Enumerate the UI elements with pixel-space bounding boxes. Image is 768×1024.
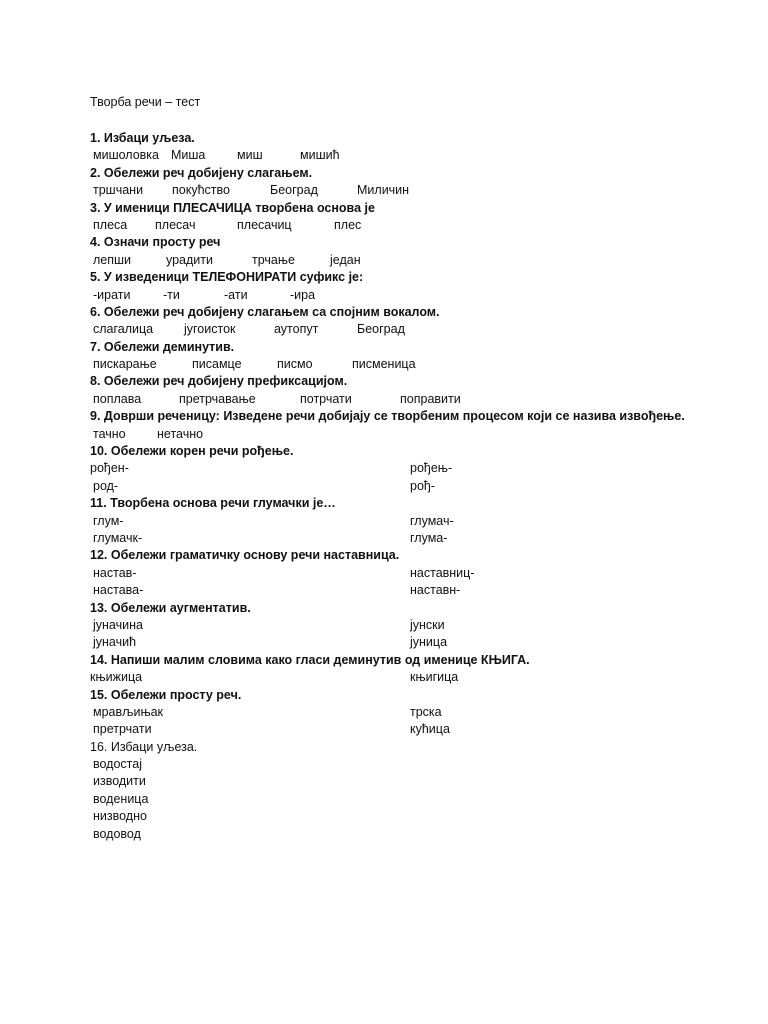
answer-option[interactable]: миш [237, 148, 263, 163]
answer-option[interactable]: јуначић [93, 635, 137, 650]
answer-option[interactable]: трска [410, 704, 442, 719]
answer-option[interactable]: глумачк- [93, 530, 143, 545]
question-12-options [90, 565, 750, 600]
question-11: 11. Творбена основа речи глумачки је… [90, 496, 336, 511]
answer-option[interactable]: један [330, 252, 361, 267]
question-11-options [90, 513, 750, 548]
answer-option[interactable]: водостај [93, 757, 142, 772]
answer-option[interactable]: глум- [93, 513, 124, 528]
answer-option[interactable]: настава- [93, 583, 144, 598]
question-7-options [90, 356, 750, 373]
question-4-options [90, 252, 750, 269]
question-6: 6. Обележи реч добијену слагањем са спојним вокалом. [90, 304, 440, 319]
answer-option[interactable]: књижица [90, 670, 143, 685]
question-5: 5. У изведеници ТЕЛЕФОНИРАТИ суфикс је: [90, 270, 364, 285]
answer-option[interactable]: -ирати [93, 287, 131, 302]
question-2-options [90, 182, 750, 199]
answer-option[interactable]: покућство [172, 183, 230, 198]
question-4: 4. Означи просту реч [90, 235, 221, 250]
question-8: 8. Обележи реч добијену префиксацијом. [90, 374, 348, 389]
answer-option[interactable]: јуница [410, 635, 448, 650]
question-15: 15. Обележи просту реч. [90, 687, 242, 702]
answer-option[interactable]: писмо [277, 357, 313, 372]
answer-option[interactable]: тршчани [93, 183, 144, 198]
answer-option[interactable]: мишоловка [93, 148, 160, 163]
answer-option[interactable]: -ира [290, 287, 316, 302]
answer-option[interactable]: плес [334, 217, 362, 232]
question-3-options [90, 217, 750, 234]
question-16: 16. Избаци уљеза. [90, 739, 198, 754]
answer-option[interactable]: низводно [93, 809, 147, 824]
question-9-options [90, 426, 750, 443]
answer-option[interactable]: јуначина [93, 617, 143, 632]
answer-option[interactable]: југоисток [184, 322, 236, 337]
answer-option[interactable]: плеса [93, 217, 128, 232]
answer-option[interactable]: наставн- [410, 583, 461, 598]
document-title: Творба речи – тест [90, 95, 201, 109]
answer-option[interactable]: Миличин [357, 183, 410, 198]
answer-option[interactable]: -ати [224, 287, 248, 302]
question-16-options [90, 756, 750, 843]
answer-option[interactable]: изводити [93, 774, 146, 789]
question-12: 12. Обележи граматичку основу речи наставница. [90, 548, 400, 563]
answer-option[interactable]: писамце [192, 357, 242, 372]
answer-option[interactable]: Миша [171, 148, 206, 163]
answer-option[interactable]: пискарање [93, 357, 157, 372]
answer-option[interactable]: Београд [270, 183, 318, 198]
answer-option[interactable]: мрављињак [93, 704, 164, 719]
answer-option[interactable]: урадити [166, 252, 213, 267]
answer-option[interactable]: јунски [410, 617, 445, 632]
answer-option[interactable]: поплава [93, 391, 142, 406]
question-5-options [90, 287, 750, 304]
question-10-options [90, 460, 750, 495]
answer-option[interactable]: глума- [410, 530, 448, 545]
answer-option[interactable]: тачно [93, 426, 126, 441]
question-3: 3. У именици ПЛЕСАЧИЦА творбена основа је [90, 200, 375, 215]
question-1: 1. Избаци уљеза. [90, 131, 195, 145]
question-13-options [90, 617, 750, 652]
question-14: 14. Напиши малим словима како гласи деминутив од именице КЊИГА. [90, 652, 530, 667]
document-page [90, 94, 750, 843]
answer-option[interactable]: рођен- [90, 461, 129, 476]
question-15-options [90, 704, 750, 739]
answer-option[interactable]: настав- [93, 565, 137, 580]
question-10: 10. Обележи корен речи рођење. [90, 444, 294, 459]
answer-option[interactable]: претрчати [93, 722, 152, 737]
answer-option[interactable]: претрчавање [179, 391, 256, 406]
question-14-options [90, 669, 750, 686]
answer-option[interactable]: мишић [300, 148, 340, 163]
answer-option[interactable]: -ти [163, 287, 180, 302]
answer-option[interactable]: рођењ- [410, 461, 453, 476]
answer-option[interactable]: водовод [93, 826, 141, 841]
answer-option[interactable]: кућица [410, 722, 450, 737]
answer-option[interactable]: род- [93, 478, 119, 493]
answer-option[interactable]: трчање [252, 252, 295, 267]
answer-option[interactable]: слагалица [93, 322, 154, 337]
question-2: 2. Обележи реч добијену слагањем. [90, 165, 313, 180]
question-7: 7. Обележи деминутив. [90, 339, 235, 354]
answer-option[interactable]: лепши [93, 252, 132, 267]
answer-option[interactable]: аутопут [274, 322, 319, 337]
question-8-options [90, 391, 750, 408]
answer-option[interactable]: рођ- [410, 478, 436, 493]
answer-option[interactable]: поправити [400, 391, 461, 406]
question-9: 9. Доврши реченицу: Изведене речи добијају се творбеним процесом који се назива извођење. [90, 409, 685, 424]
question-1-options [90, 147, 750, 164]
answer-option[interactable]: Београд [357, 322, 405, 337]
answer-option[interactable]: наставниц- [410, 565, 475, 580]
answer-option[interactable]: глумач- [410, 513, 454, 528]
answer-option[interactable]: писменица [352, 357, 416, 372]
answer-option[interactable]: воденица [93, 791, 149, 806]
answer-option[interactable]: потрчати [300, 391, 352, 406]
question-13: 13. Обележи аугментатив. [90, 600, 251, 615]
answer-option[interactable]: плесачиц [237, 217, 292, 232]
question-6-options [90, 321, 750, 338]
answer-option[interactable]: плесач [155, 217, 196, 232]
answer-option[interactable]: књигица [410, 670, 459, 685]
answer-option[interactable]: нетачно [157, 426, 204, 441]
